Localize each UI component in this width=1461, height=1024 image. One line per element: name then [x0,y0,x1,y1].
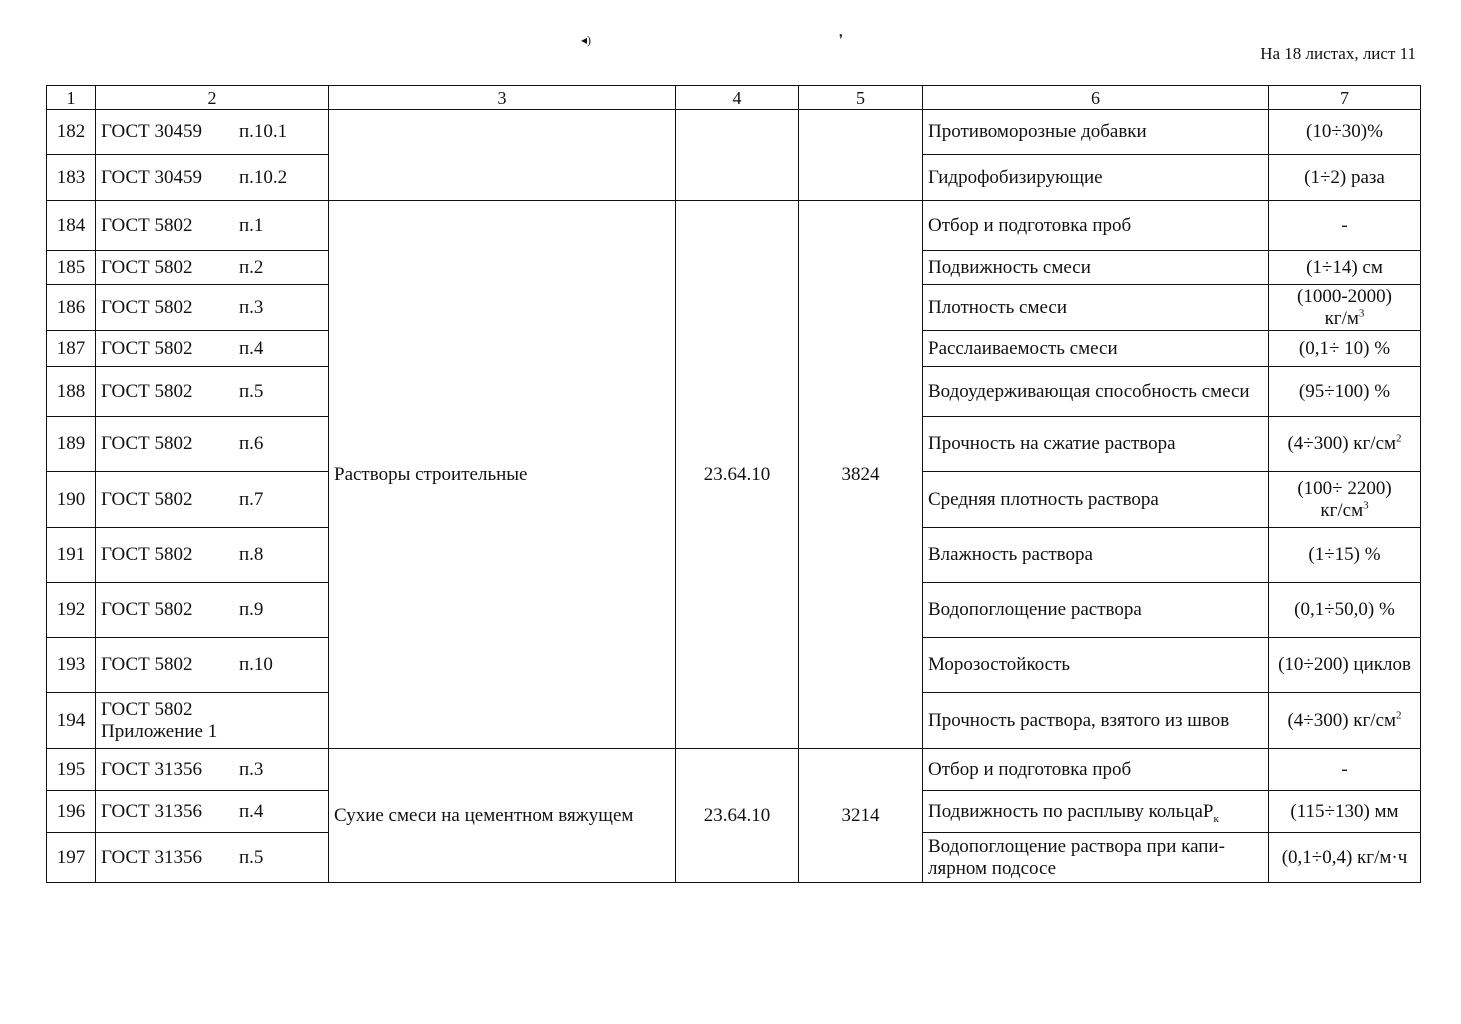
range-exponent: 3 [1363,499,1369,512]
parameter: Прочность на сжатие раствора [923,417,1269,472]
standard-ref [96,417,329,472]
measurement-range: - [1269,749,1421,791]
measurement-range [1269,417,1421,472]
row-number: 188 [47,367,96,417]
standard-clause: п.8 [239,544,264,565]
standard-clause: п.9 [239,599,264,620]
standard-code: ГОСТ 30459 [101,121,202,142]
parameter: Противоморозные добавки [923,110,1269,155]
range-unit: кг/м [1324,307,1359,329]
standard-ref [96,367,329,417]
standard-code: ГОСТ 5802 [101,698,193,720]
standard-code: ГОСТ 5802 [101,380,193,402]
measurement-range [1269,285,1421,331]
parameter: Подвижность смеси [923,251,1269,285]
standard-clause: п.6 [239,433,264,454]
parameter: Отбор и подготовка проб [923,201,1269,251]
measurement-range: (0,1÷ 10) % [1269,331,1421,367]
row-number: 183 [47,155,96,201]
standard-clause: п.5 [239,846,264,868]
standard-clause: п.2 [239,256,264,278]
standard-ref [96,331,329,367]
parameter-text: Подвижность по расплыву кольцаР [928,800,1214,822]
standard-ref [96,201,329,251]
measurement-range: (10÷200) циклов [1269,638,1421,693]
parameter: Отбор и подготовка проб [923,749,1269,791]
col-header-6: 6 [923,86,1269,110]
range-exponent: 2 [1396,709,1402,722]
standard-clause: п.10 [239,654,273,675]
standard-ref [96,749,329,791]
row-number: 182 [47,110,96,155]
measurement-range [1269,693,1421,749]
parameter-subscript: к [1213,812,1219,825]
measurement-range: (95÷100) % [1269,367,1421,417]
col-header-2: 2 [96,86,329,110]
standard-code: ГОСТ 5802 [101,654,193,675]
row-number: 192 [47,583,96,638]
col-header-4: 4 [676,86,799,110]
standard-code: ГОСТ 5802 [101,433,193,454]
standard-clause: п.3 [239,758,264,780]
row-number: 193 [47,638,96,693]
measurement-range [1269,472,1421,528]
header-row [47,86,1421,110]
standard-ref [96,110,329,155]
col-header-7: 7 [1269,86,1421,110]
standard-code: ГОСТ 31356 [101,800,202,822]
measurement-range: (115÷130) мм [1269,791,1421,833]
sheet-info: На 18 листах, лист 11 [1260,44,1416,63]
parameter: Средняя плотность раствора [923,472,1269,528]
standard-ref [96,693,329,749]
measurement-range: (1÷2) раза [1269,155,1421,201]
parameter: Влажность раствора [923,528,1269,583]
standard-code: ГОСТ 5802 [101,544,193,565]
scan-speck: ❜ [839,32,843,46]
range-value: (4÷300) кг/см [1287,433,1397,454]
measurement-range: (0,1÷0,4) кг/м·ч [1269,833,1421,883]
standard-code: ГОСТ 5802 [101,488,193,510]
col-header-3: 3 [329,86,676,110]
parameter: Водоудерживающая способность смеси [923,367,1269,417]
row-number: 195 [47,749,96,791]
standard-code: ГОСТ 31356 [101,846,202,868]
standard-clause: п.10.2 [239,166,288,188]
measurement-range: (0,1÷50,0) % [1269,583,1421,638]
parameter: Плотность смеси [923,285,1269,331]
product-name: Растворы строительные [329,201,676,749]
scan-speck: ◂) [581,33,592,47]
empty-okpd-cell [676,110,799,201]
standard-ref [96,472,329,528]
parameter: Прочность раствора, взятого из швов [923,693,1269,749]
standard-clause: п.4 [239,337,264,359]
range-value: (1000-2000) [1297,285,1392,307]
parameter: Гидрофобизирующие [923,155,1269,201]
col-header-5: 5 [799,86,923,110]
standard-ref [96,791,329,833]
row-number: 187 [47,331,96,367]
standard-clause: п.7 [239,488,264,510]
table-row [47,749,1421,791]
standard-clause: п.5 [239,380,264,402]
parameter: Расслаиваемость смеси [923,331,1269,367]
parameter: Морозостойкость [923,638,1269,693]
standard-code: ГОСТ 5802 [101,337,193,359]
parameter: Водопоглощение раствора при капи-лярном подсосе [923,833,1269,883]
measurement-range: - [1269,201,1421,251]
data-table [46,85,1421,883]
range-value: (100÷ 2200) [1297,477,1392,499]
standard-code: ГОСТ 5802 [101,599,193,620]
tnved-code: 3214 [799,749,923,883]
product-name: Сухие смеси на цементном вяжущем [329,749,676,883]
standard-ref [96,155,329,201]
row-number: 197 [47,833,96,883]
standard-ref [96,833,329,883]
range-value: (4÷300) кг/см [1287,709,1397,731]
row-number: 185 [47,251,96,285]
range-unit: кг/см [1320,499,1364,521]
standard-ref [96,285,329,331]
measurement-range: (10÷30)% [1269,110,1421,155]
measurement-range: (1÷14) см [1269,251,1421,285]
row-number: 186 [47,285,96,331]
okpd-code: 23.64.10 [676,749,799,883]
tnved-code: 3824 [799,201,923,749]
table-row [47,201,1421,251]
measurement-range: (1÷15) % [1269,528,1421,583]
standard-code: ГОСТ 31356 [101,758,202,780]
standard-code: ГОСТ 5802 [101,296,193,318]
standard-note: Приложение 1 [101,720,218,742]
empty-product-cell [329,110,676,201]
standard-clause: п.1 [239,214,264,236]
parameter [923,791,1269,833]
standard-clause: п.4 [239,800,264,822]
parameter: Водопоглощение раствора [923,583,1269,638]
empty-tnved-cell [799,110,923,201]
row-number: 189 [47,417,96,472]
col-header-1: 1 [47,86,96,110]
standard-code: ГОСТ 5802 [101,214,193,236]
row-number: 184 [47,201,96,251]
range-exponent: 3 [1358,307,1365,320]
row-number: 190 [47,472,96,528]
standard-ref [96,251,329,285]
row-number: 194 [47,693,96,749]
table-row [47,110,1421,155]
standard-clause: п.10.1 [239,121,288,142]
standard-code: ГОСТ 5802 [101,256,193,278]
standard-ref [96,583,329,638]
row-number: 191 [47,528,96,583]
standard-ref [96,528,329,583]
row-number: 196 [47,791,96,833]
standard-clause: п.3 [239,296,264,318]
okpd-code: 23.64.10 [676,201,799,749]
standard-ref [96,638,329,693]
standard-code: ГОСТ 30459 [101,166,202,188]
range-exponent: 2 [1396,432,1402,445]
